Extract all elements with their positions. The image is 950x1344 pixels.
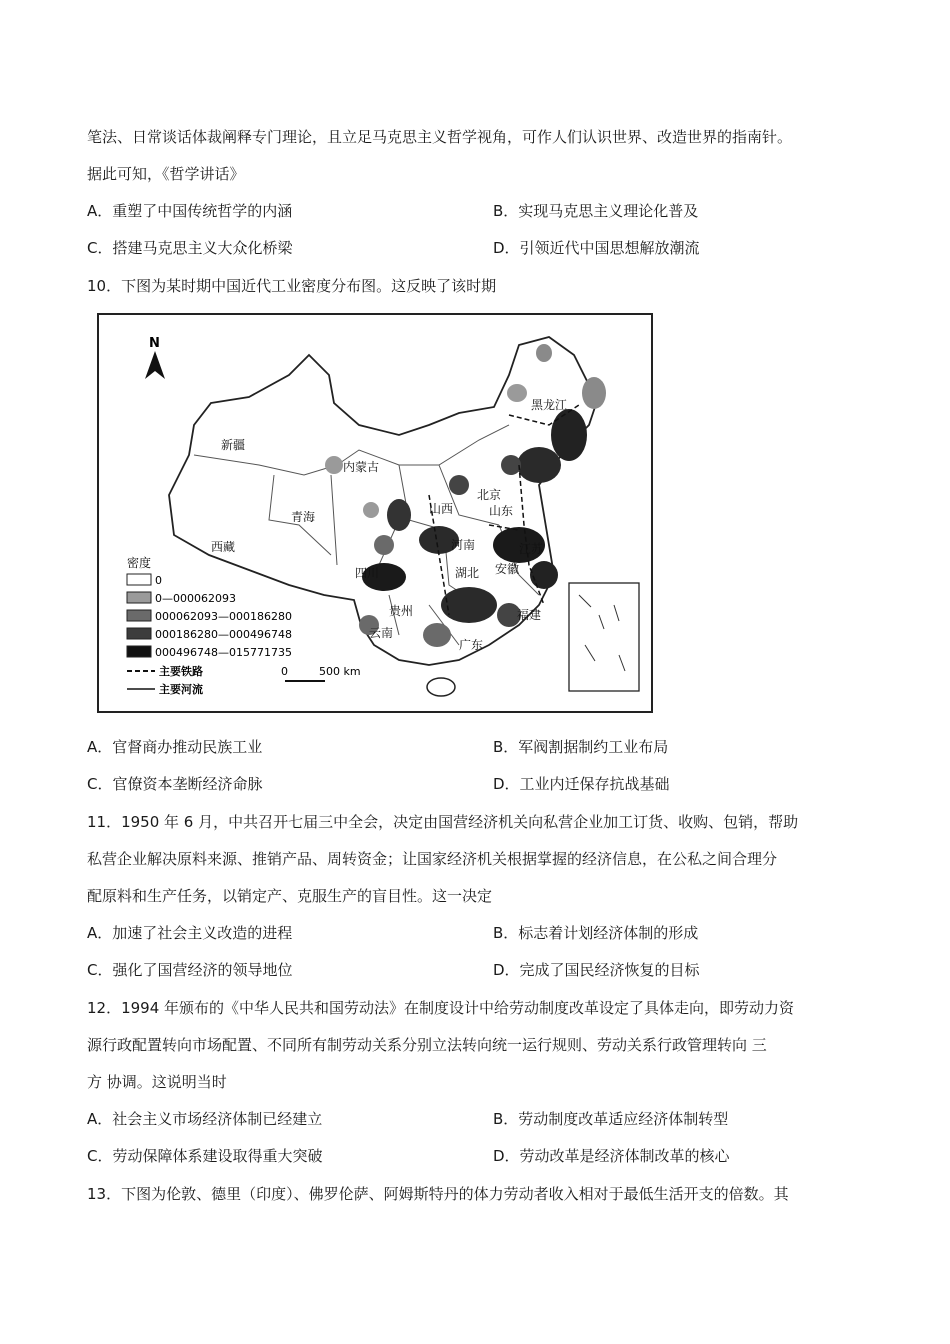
svg-text:N: N	[149, 336, 160, 351]
q11-option-b[interactable]: B．标志着计划经济体制的形成	[493, 924, 699, 942]
q11-option-c[interactable]: C．强化了国营经济的领导地位	[87, 961, 293, 979]
region-label-fujian: 福建	[517, 608, 542, 622]
q11-option-d[interactable]: D．完成了国民经济恢复的目标	[493, 961, 700, 979]
svg-text:0—000062093: 0—000062093	[155, 592, 236, 605]
region-label-yunnan: 云南	[369, 626, 394, 640]
q12-stem-line2: 源行政配置转向市场配置、不同所有制劳动关系分别立法转向统一运行规则、劳动关系行政管理转向 三	[87, 1036, 767, 1054]
region-label-beijing: 北京	[477, 488, 502, 502]
q11-stem-line3: 配原料和生产任务，以销定产、克服生产的盲目性。这一决定	[87, 887, 493, 905]
legend-swatch-2	[127, 610, 151, 621]
svg-text:000496748—015771735: 000496748—015771735	[155, 646, 292, 659]
svg-text:0: 0	[155, 574, 162, 587]
hainan-island	[427, 678, 455, 696]
q9-option-a[interactable]: A．重塑了中国传统哲学的内涵	[87, 202, 293, 220]
region-label-anhui: 安徽	[495, 562, 520, 576]
svg-text:0: 0	[281, 665, 288, 678]
q11-option-a[interactable]: A．加速了社会主义改造的进程	[87, 924, 293, 942]
q9-option-d[interactable]: D．引领近代中国思想解放潮流	[493, 239, 700, 257]
q9-stem-line2: 据此可知，《哲学讲话》	[87, 165, 245, 183]
q11-stem-line1: 11．1950 年 6 月，中共召开七届三中全会，决定由国营经济机关向私营企业加工订货、收购、包销，帮助	[87, 813, 799, 831]
q10-stem: 10．下图为某时期中国近代工业密度分布图。这反映了该时期	[87, 277, 497, 295]
legend-swatch-3	[127, 628, 151, 639]
q9-option-b[interactable]: B．实现马克思主义理论化普及	[493, 202, 699, 220]
q12-option-c[interactable]: C．劳动保障体系建设取得重大突破	[87, 1147, 323, 1165]
industry-density-map	[97, 313, 653, 713]
svg-text:000062093—000186280: 000062093—000186280	[155, 610, 292, 623]
legend-swatch-0	[127, 574, 151, 585]
q12-stem-line3: 方 协调。这说明当时	[87, 1073, 227, 1091]
region-label-neimenggu: 内蒙古	[343, 460, 380, 474]
q10-option-b[interactable]: B．军阀割据制约工业布局	[493, 738, 669, 756]
region-label-xinjiang: 新疆	[221, 438, 246, 452]
legend-swatch-1	[127, 592, 151, 603]
south-china-sea-inset	[569, 583, 639, 691]
region-label-xizang: 西藏	[211, 540, 236, 554]
region-label-jiangsu: 江苏	[519, 542, 544, 556]
q10-option-c[interactable]: C．官僚资本垄断经济命脉	[87, 775, 263, 793]
region-label-guangdong: 广东	[459, 638, 484, 652]
q12-option-b[interactable]: B．劳动制度改革适应经济体制转型	[493, 1110, 729, 1128]
region-label-shanxi: 山西	[429, 502, 454, 516]
q12-stem-line1: 12．1994 年颁布的《中华人民共和国劳动法》在制度设计中给劳动制度改革设定了具体走向，即劳动力资	[87, 999, 795, 1017]
region-label-shandong: 山东	[489, 504, 514, 518]
map-svg	[99, 315, 651, 711]
q10-option-a[interactable]: A．官督商办推动民族工业	[87, 738, 263, 756]
svg-text:主要河流: 主要河流	[159, 683, 203, 696]
q11-stem-line2: 私营企业解决原料来源、推销产品、周转资金；让国家经济机关根据掌握的经济信息，在公私之间合理分	[87, 850, 778, 868]
q12-option-a[interactable]: A．社会主义市场经济体制已经建立	[87, 1110, 323, 1128]
scale-bar	[281, 665, 361, 681]
q10-option-d[interactable]: D．工业内迁保存抗战基础	[493, 775, 670, 793]
north-arrow-icon	[145, 336, 165, 379]
region-label-heilongjiang: 黑龙江	[531, 398, 568, 412]
region-label-guizhou: 贵州	[389, 604, 414, 618]
q9-stem-line1: 笔法、日常谈话体裁阐释专门理论，且立足马克思主义哲学视角，可作人们认识世界、改造世界的指南针。	[87, 128, 793, 146]
legend-swatch-4	[127, 646, 151, 657]
svg-text:密度: 密度	[127, 556, 152, 570]
svg-text:500 km: 500 km	[319, 665, 361, 678]
svg-text:主要铁路: 主要铁路	[159, 665, 203, 678]
svg-text:000186280—000496748: 000186280—000496748	[155, 628, 292, 641]
q9-option-c[interactable]: C．搭建马克思主义大众化桥梁	[87, 239, 293, 257]
region-label-henan: 河南	[451, 538, 476, 552]
q12-option-d[interactable]: D．劳动改革是经济体制改革的核心	[493, 1147, 730, 1165]
q13-stem-line1: 13．下图为伦敦、德里（印度）、佛罗伦萨、阿姆斯特丹的体力劳动者收入相对于最低生活开支的倍数。其	[87, 1185, 789, 1203]
region-label-hubei: 湖北	[455, 566, 480, 580]
region-label-sichuan: 四川	[355, 566, 380, 580]
region-label-qinghai: 青海	[291, 510, 316, 524]
